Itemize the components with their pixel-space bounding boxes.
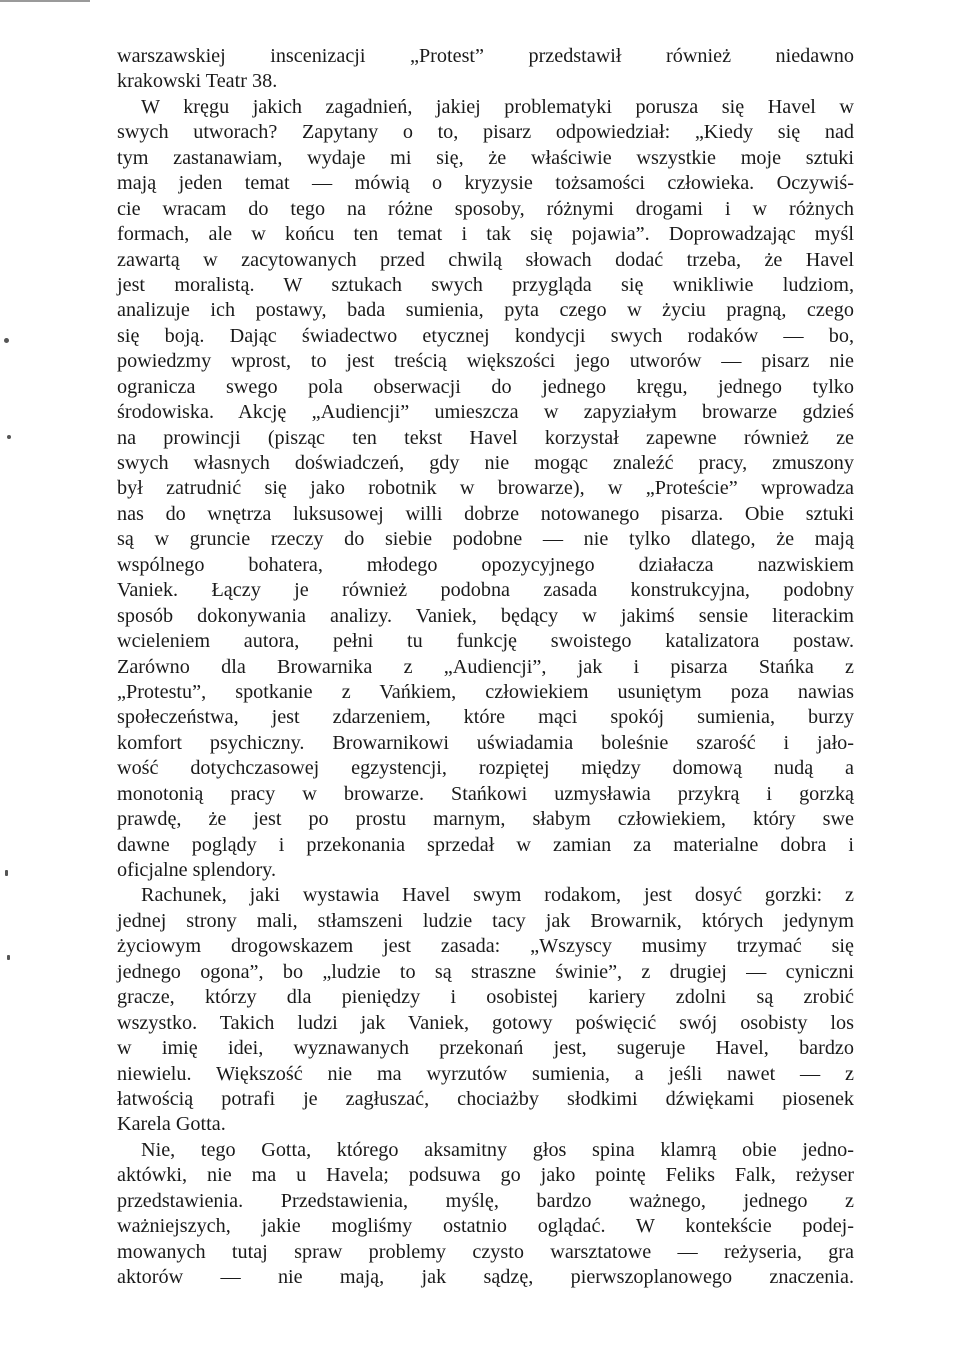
text-line: W kręgu jakich zagadnień, jakiej problematyki porusza się Havel w [141, 95, 854, 118]
margin-mark [7, 435, 11, 439]
text-line: oficjalne splendory. [117, 859, 277, 881]
text-line: wspólnego bohatera, młodego opozycyjnego działacza nazwiskiem [117, 553, 854, 576]
text-line: nas do wnętrza luksusowej willi dobrze notowanego pisarza. Obie sztuki [117, 502, 854, 525]
text-line: są w gruncie rzeczy do siebie podobne — nie tylko dlatego, że mają [117, 528, 854, 551]
text-line: dawne poglądy i przekonania sprzedał w zamian za materialne dobra i [117, 833, 854, 856]
text-line: jest moralistą. W sztukach swych przygląda się wnikliwie ludziom, [117, 273, 854, 296]
text-line: Nie, tego Gotta, którego aksamitny głos spina klamrą obie jedno- [141, 1138, 854, 1161]
text-line: monotonią pracy w browarze. Stańkowi uzmysławia przykrą i gorzką [117, 782, 854, 805]
text-line: komfort psychiczny. Browarnikowi uświadamia boleśnie szarość i jało- [117, 731, 854, 754]
text-line: Zarówno dla Browarnika z „Audiencji”, jak i pisarza Stańka z [117, 655, 854, 678]
text-line: mowanych tutaj spraw problemy czysto warsztatowe — reżyseria, gra [117, 1240, 854, 1263]
text-line: swych utworach? Zapytany o to, pisarz odpowiedział: „Kiedy się nad [117, 121, 854, 144]
scan-edge-line [0, 0, 90, 2]
text-line: aktorów — nie mają, jak sądzę, pierwszoplanowego znaczenia. [117, 1266, 854, 1288]
text-line: przedstawienia. Przedstawienia, myślę, bardzo ważnego, jednego z [117, 1189, 854, 1212]
text-line: ważniejszych, jakie mogliśmy ostatnio oglądać. W kontekście podej- [117, 1215, 854, 1238]
text-line: swych własnych doświadczeń, gdy nie mogąc znaleźć pracy, zmuszony [117, 452, 854, 474]
text-line: się boją. Dając świadectwo etycznej kondycji swych rodaków — bo, [117, 324, 854, 347]
text-line: był zatrudnić się jako robotnik w browarze), w „Proteście” wprowadza [117, 477, 854, 500]
text-line: analizuje ich postawy, bada sumienia, pyta czego w życiu pragną, czego [117, 299, 854, 322]
text-line: Rachunek, jaki wystawia Havel swym rodakom, jest dosyć gorzki: z [141, 884, 854, 907]
text-line: w imię idei, wyznawanych przekonań jest, sugeruje Havel, bardzo [117, 1037, 854, 1060]
text-line: zawartą w zacytowanych przed chwilą słowach dodać trzeba, że Havel [117, 248, 854, 271]
text-line: wość dotychczasowej egzystencji, rozpiętej między domową nudą a [117, 757, 854, 780]
text-line: mają jeden temat — mówią o kryzysie tożsamości człowieka. Oczywiś- [117, 172, 854, 195]
text-line: powiedzmy wprost, to jest treścią większości jego utworów — pisarz nie [117, 350, 854, 373]
text-line: na prowincji (pisząc ten tekst Havel korzystał zapewne również ze [117, 426, 854, 449]
text-line: cie wracam do tego na różne sposoby, różnymi drogami i w różnych [117, 197, 854, 220]
text-line: wszystko. Takich ludzi jak Vaniek, gotowy poświęcić swój osobisty los [117, 1011, 854, 1034]
text-line: Karela Gotta. [117, 1113, 226, 1136]
text-line: łatwością potrafi je zagłuszać, chociażby słodkimi dźwiękami piosenek [117, 1087, 854, 1110]
text-line: niewielu. Większość nie ma wyrzutów sumienia, a jeśli nawet — z [117, 1062, 854, 1085]
margin-mark [4, 338, 9, 343]
text-line: ogranicza swego pola obserwacji do jednego kręgu, jednego tylko [117, 375, 854, 398]
text-line: aktówki, nie ma u Havela; podsuwa go jako pointę Feliks Falk, reżyser [117, 1164, 854, 1187]
text-line: sposób dokonywania analizy. Vaniek, będący w jakimś sensie literackim [117, 604, 854, 627]
text-line: życiowym drogowskazem jest zasada: „Wszyscy musimy trzymać się [117, 935, 854, 958]
text-line: formach, ale w końcu ten temat i tak się pojawia”. Doprowadzając myśl [117, 223, 854, 246]
margin-mark [7, 955, 10, 960]
text-line: jednego ogona”, bo „ludzie to są straszne świnie”, z drugiej — cyniczni [117, 960, 854, 983]
text-line: krakowski Teatr 38. [117, 70, 278, 93]
text-line: warszawskiej inscenizacji „Protest” przedstawił również niedawno [117, 45, 854, 67]
text-line: „Protestu”, spotkanie z Vańkiem, człowiekiem usuniętym poza nawias [117, 680, 854, 703]
text-line: społeczeństwa, jest zdarzeniem, które mąci spokój sumienia, burzy [117, 706, 854, 729]
text-line: wcieleniem autora, pełni tu funkcję swoistego katalizatora postaw. [117, 630, 854, 653]
text-line: prawdę, że jest po prostu marnym, słabym człowiekiem, który swe [117, 808, 854, 831]
text-line: jednej strony mali, stłamszeni ludzie tacy jak Browarnik, których jedynym [117, 909, 854, 932]
text-line: Vaniek. Łączy je również podobna zasada konstrukcyjna, podobny [117, 579, 854, 602]
text-line: środowiska. Akcję „Audiencji” umieszcza w zapyziałym browarze gdzieś [117, 401, 854, 424]
margin-mark [5, 870, 8, 876]
text-line: tym zastanawiam, wydaje mi się, że właściwie wszystkie moje sztuki [117, 146, 854, 169]
body-text [117, 44, 854, 1290]
text-line: gracze, którzy dla pieniędzy i osobistej kariery zdolni są zrobić [117, 986, 854, 1009]
